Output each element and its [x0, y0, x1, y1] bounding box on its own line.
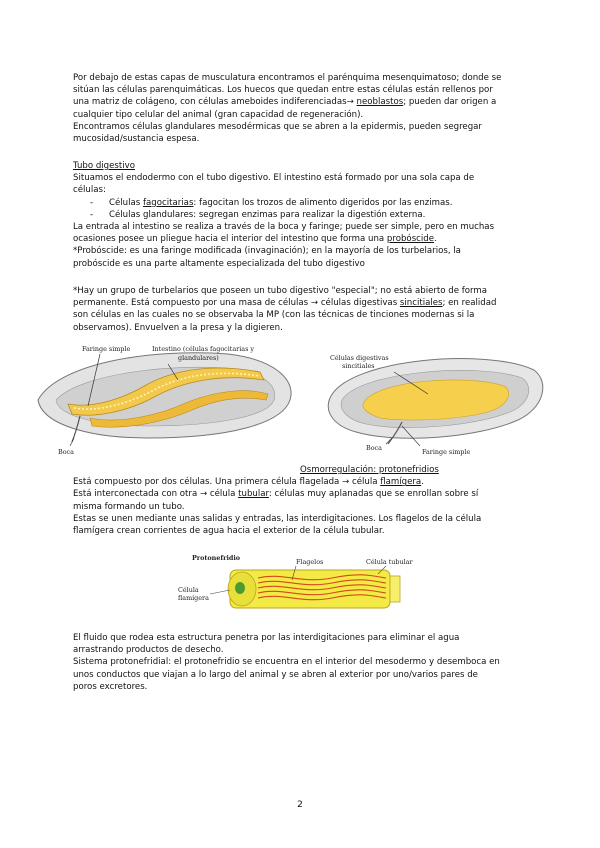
text-line: sitúan las células parenquimáticas. Los huecos que quedan entre estas células están rellenos por: [73, 85, 493, 96]
text-fragment: ocasiones posee un pliegue hacia el interior del intestino que forma una: [73, 234, 387, 245]
boca-label: Boca: [58, 448, 74, 456]
text-fragment: ; en realidad: [442, 298, 497, 309]
text-line: [73, 233, 533, 245]
text-line: Estas se unen mediante unas salidas y entradas, las interdigitaciones. Los flagelos de la célula: [73, 513, 482, 524]
flamigera-term: flamígera: [380, 477, 422, 488]
text-line: unos conductos que viajan a lo largo del animal y se abren al exterior por uno/varios pares de: [73, 669, 478, 680]
text-fragment: permanente. Está compuesto por una masa de células → células digestivas: [73, 298, 400, 309]
celulas-digestivas-label: Células digestivas: [330, 354, 389, 362]
text-fragment: : células muy aplanadas que se enrollan sobre sí: [268, 489, 479, 500]
celula-label: Célula: [178, 586, 199, 594]
boca-label: Boca: [366, 444, 382, 452]
text-line: [73, 297, 533, 309]
neoblastos-term: neoblastos: [356, 97, 404, 108]
text-line: cualquier tipo celular del animal (gran capacidad de regeneración).: [73, 109, 364, 120]
list-item: [73, 197, 533, 209]
text-line: [73, 488, 533, 500]
text-line: [73, 96, 533, 108]
text-fragment: : fagocitan los trozos de alimento digeridos por las enzimas.: [193, 197, 453, 208]
intestino-label-2: glandulares): [178, 354, 219, 362]
text-line: Situamos el endodermo con el tubo digestivo. El intestino está formado por una sola capa de: [73, 173, 475, 184]
text-fragment: ; pueden dar origen a: [403, 97, 497, 108]
text-line: probóscide es una parte altamente especializada del tubo digestivo: [73, 258, 365, 269]
proboscide-term: probóscide: [386, 234, 435, 245]
figure-protonefridio: [172, 548, 434, 618]
figure-turbelario-sincitial: [318, 348, 548, 458]
text-line: poros excretores.: [73, 681, 148, 692]
protonefridio-title: Protonefridio: [192, 554, 241, 562]
tubular-term: tubular: [238, 489, 269, 500]
cell-type-list: [73, 197, 533, 221]
intestino-label: Intestino (células fagocitarias y: [152, 345, 255, 353]
flamigera-label: flamígera: [178, 594, 209, 602]
text-fragment: Células: [109, 197, 143, 208]
text-line: El fluido que rodea esta estructura penetra por las interdigitaciones para eliminar el agua: [73, 633, 460, 643]
text-line: mucosidad/sustancia espesa.: [73, 134, 200, 145]
fagocitarias-term: fagocitarias: [143, 197, 194, 208]
section-heading: Osmorregulación: protonefridios: [300, 465, 439, 475]
text-line: *Hay un grupo de turbelarios que poseen un tubo digestivo "especial"; no está abierto de forma: [73, 286, 488, 296]
sincitiales-label: sincitiales: [342, 362, 375, 370]
text-line: Encontramos células glandulares mesodérmicas que se abren a la epidermis, pueden segregar: [73, 121, 482, 132]
page-number: 2: [297, 800, 303, 810]
text-line: *Probóscide: es una faringe modificada (invaginación); en la mayoría de los turbelarios, la: [73, 246, 461, 257]
text-line: flamígera crean corrientes de agua hacia el exterior de la célula tubular.: [73, 526, 385, 537]
text-line: células:: [73, 185, 106, 196]
text-line: arrastrando productos de desecho.: [73, 645, 224, 656]
text-fragment: .: [434, 234, 437, 245]
text-line: Sistema protonefridial: el protonefridio se encuentra en el interior del mesodermo y desemboca en: [73, 657, 500, 668]
section-heading: Tubo digestivo: [73, 161, 135, 171]
text-line: [73, 476, 533, 488]
text-line: La entrada al intestino se realiza a través de la boca y faringe; puede ser simple, pero en muchas: [73, 222, 495, 233]
text-fragment: .: [421, 477, 424, 488]
text-fragment: una matriz de colágeno, con células ameboides indiferenciadas→: [73, 97, 354, 108]
protonefridial-paragraph: [73, 632, 533, 693]
sincitiales-term: sincitiales: [399, 298, 443, 309]
figure-turbelario-tubo-digestivo: [28, 342, 300, 457]
list-item: - Células glandulares: segregan enzimas para realizar la digestión externa.: [73, 209, 533, 221]
text-line: misma formando un tubo.: [73, 501, 185, 512]
text-fragment: Está interconectada con otra → célula: [73, 489, 239, 500]
text-line: son células en las cuales no se observaba la MP (con las técnicas de tinciones modernas si la: [73, 310, 475, 321]
osmorregulacion-section: [73, 464, 533, 537]
celula-tubular-label: Célula tubular: [366, 558, 413, 566]
tubo-digestivo-section: [73, 160, 533, 270]
faringe-simple-label: Faringe simple: [82, 345, 131, 353]
parenquima-paragraph: [73, 72, 533, 145]
tubo-especial-paragraph: [73, 285, 533, 334]
faringe-simple-label: Faringe simple: [422, 448, 471, 456]
text-line: Por debajo de estas capas de musculatura encontramos el parénquima mesenquimatoso; donde se: [73, 73, 502, 83]
text-line: observamos). Envuelven a la presa y la digieren.: [73, 322, 283, 333]
text-fragment: Está compuesto por dos células. Una primera célula flagelada → célula: [73, 477, 381, 488]
flagelos-label: Flagelos: [296, 558, 324, 566]
